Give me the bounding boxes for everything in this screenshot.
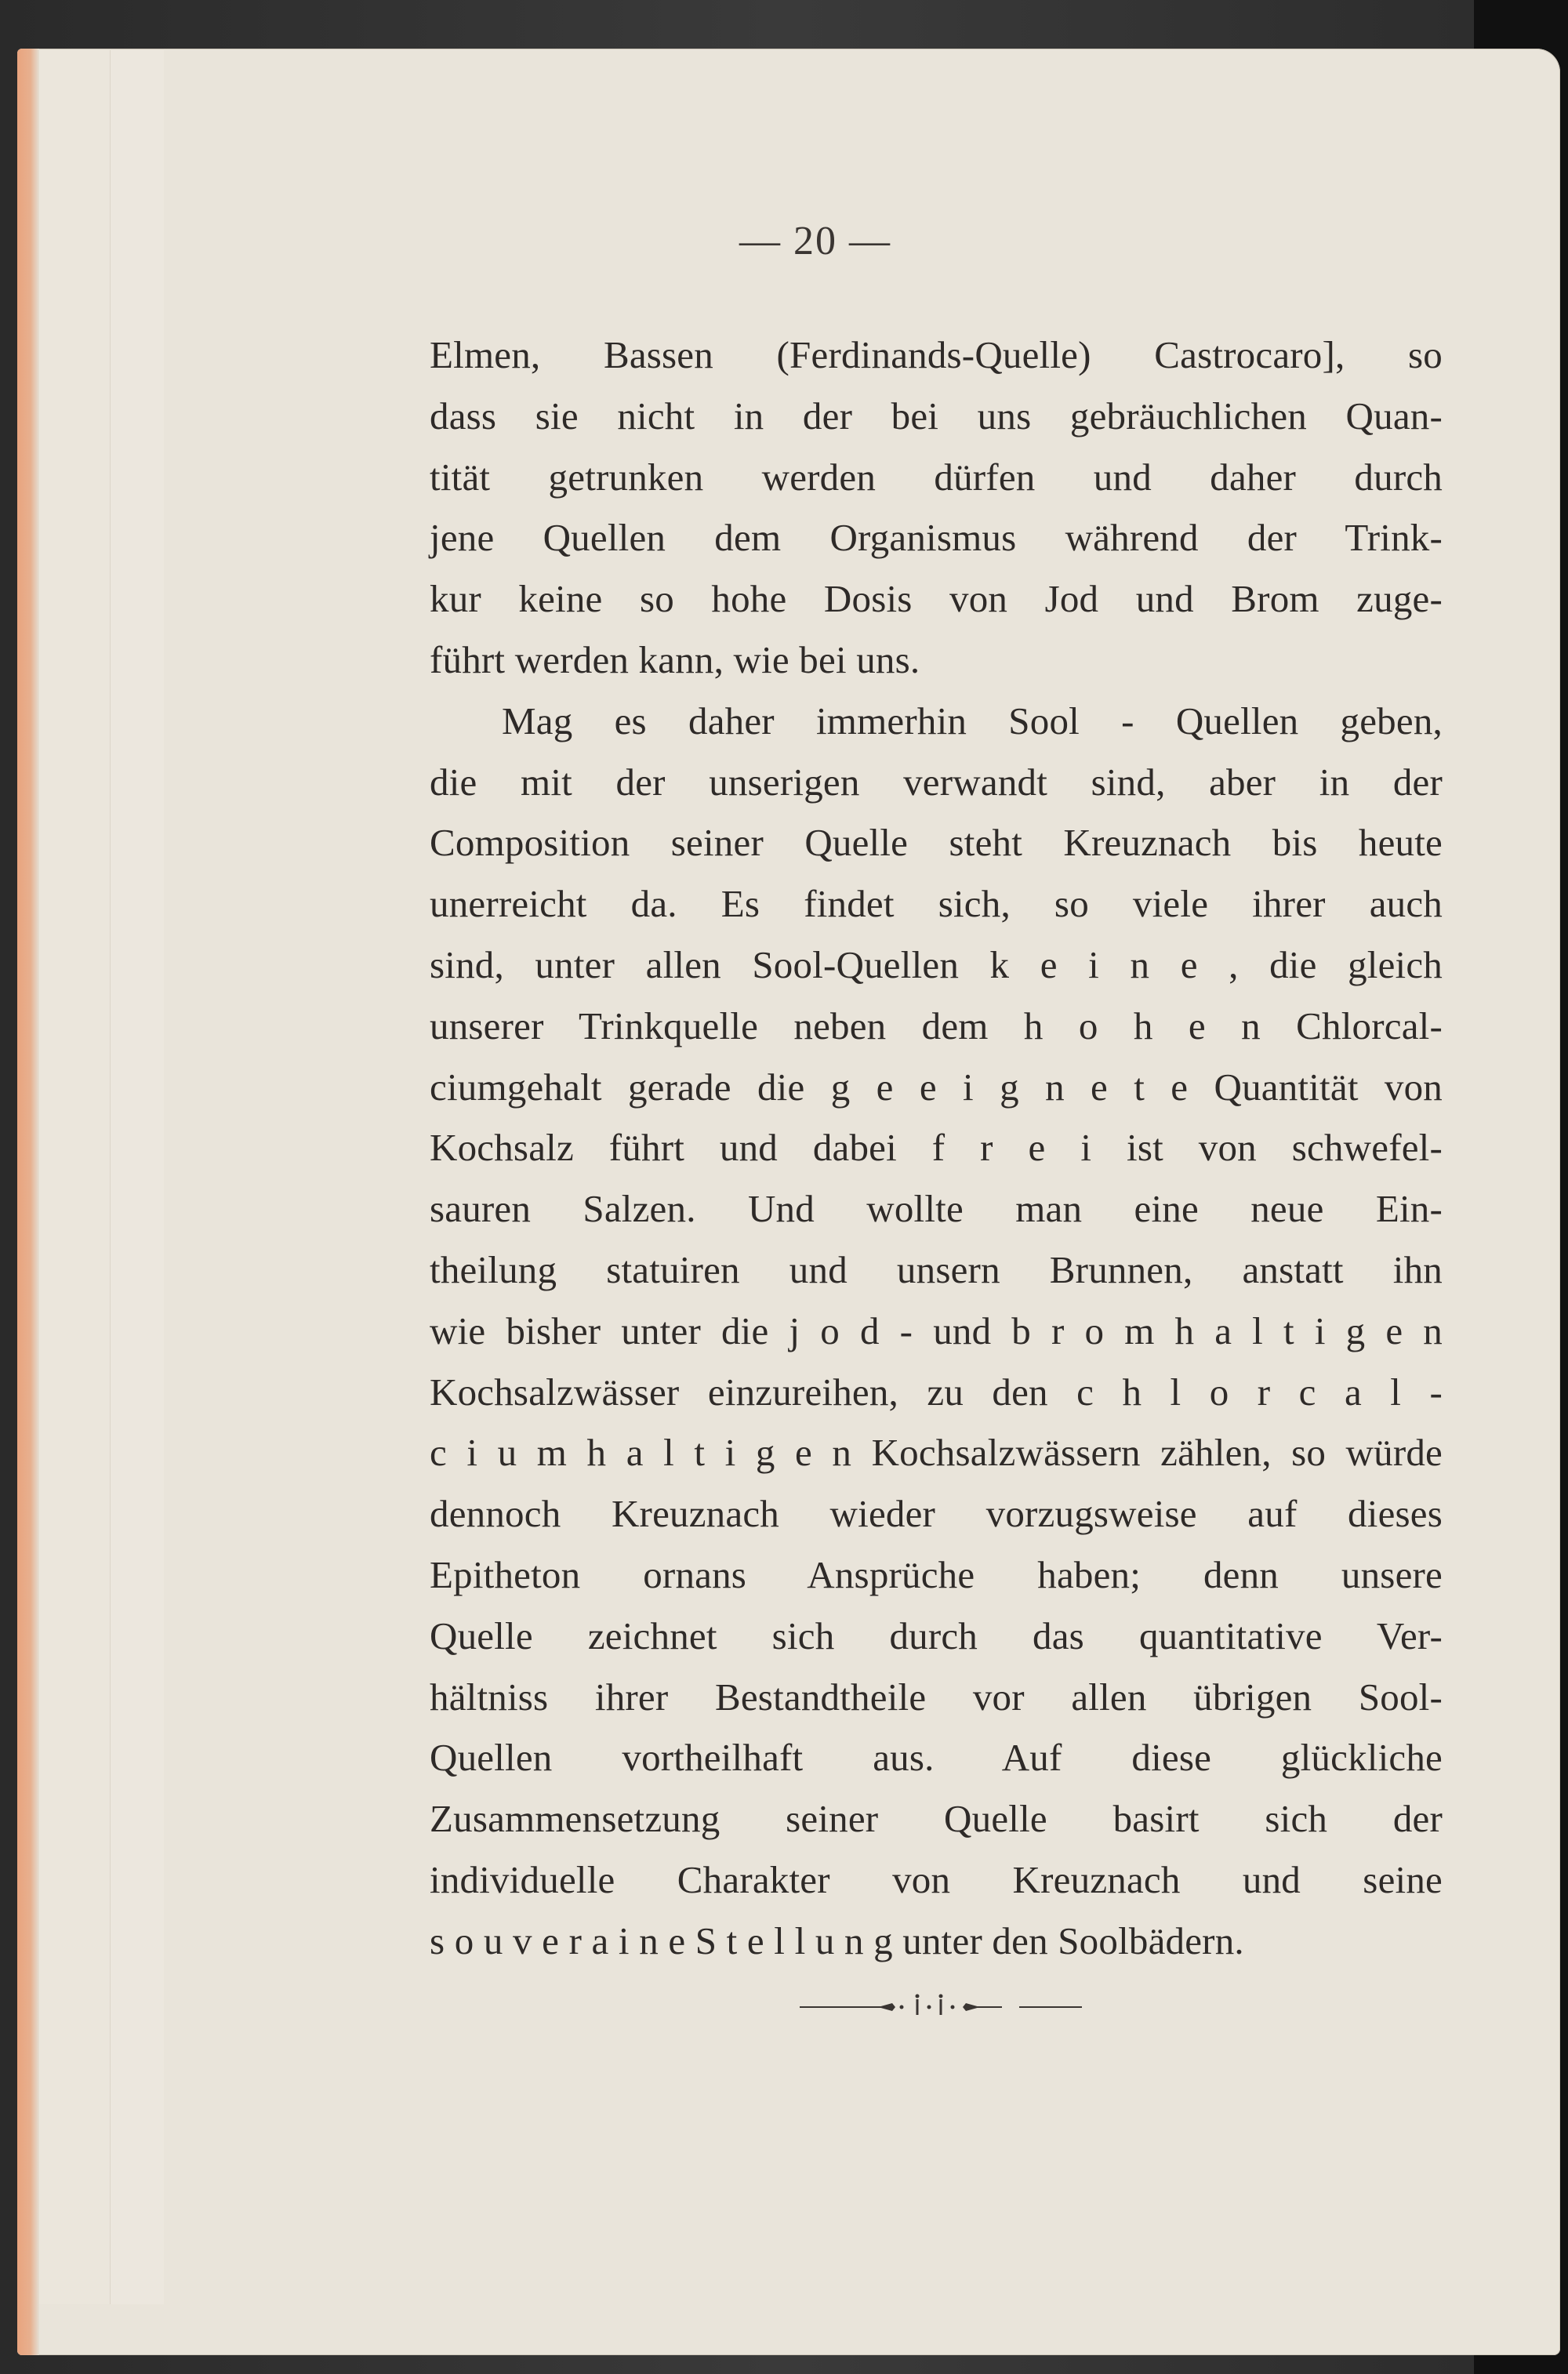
text-line: dass sie nicht in der bei uns gebräuchlichen Quan-	[430, 394, 1443, 437]
page-edge	[17, 49, 39, 2355]
text-line: sind, unter allen Sool-Quellen k e i n e , die gleich	[430, 942, 1443, 986]
page-number: — 20 —	[739, 219, 891, 263]
text-line: Composition seiner Quelle steht Kreuznach bis heute	[430, 821, 1443, 865]
end-ornament	[800, 1991, 1082, 2023]
text-line: hältniss ihrer Bestandtheile vor allen übrigen Sool-	[430, 1675, 1443, 1719]
text-line: unserer Trinkquelle neben dem h o h e n Chlorcal-	[430, 1004, 1443, 1047]
text-line: Epitheton ornans Ansprüche haben; denn unsere	[430, 1552, 1443, 1596]
text-line: führt werden kann, wie bei uns.	[430, 637, 920, 681]
body-text	[430, 325, 1443, 1972]
gutter-leaf-inner	[110, 50, 164, 2304]
text-line: unerreicht da. Es findet sich, so viele ihrer auch	[430, 882, 1443, 926]
text-line: Quelle zeichnet sich durch das quantitative Ver-	[430, 1614, 1443, 1657]
text-line: kur keine so hohe Dosis von Jod und Brom zuge-	[430, 577, 1443, 621]
ornament-rule-icon	[800, 1991, 1082, 2023]
text-line: theilung statuiren und unsern Brunnen, anstatt ihn	[430, 1247, 1443, 1291]
text-line: ciumgehalt gerade die g e e i g n e t e Quantität von	[430, 1065, 1443, 1109]
text-line: Zusammensetzung seiner Quelle basirt sich der	[430, 1797, 1443, 1841]
text-line: dennoch Kreuznach wieder vorzugsweise auf dieses	[430, 1492, 1443, 1536]
text-line: Kochsalz führt und dabei f r e i ist von schwefel-	[430, 1126, 1443, 1170]
text-line: wie bisher unter die j o d - und b r o m h a l t i g e n	[430, 1309, 1443, 1352]
text-line: Mag es daher immerhin Sool - Quellen geben,	[502, 699, 1443, 742]
text-line: tität getrunken werden dürfen und daher durch	[430, 455, 1443, 499]
text-line: Elmen, Bassen (Ferdinands-Quelle) Castrocaro], so	[430, 333, 1443, 376]
text-line: s o u v e r a i n e S t e l l u n g unter den Soolbädern.	[430, 1918, 1244, 1962]
text-line: jene Quellen dem Organismus während der Trink-	[430, 516, 1443, 560]
text-line: die mit der unserigen verwandt sind, aber in der	[430, 760, 1443, 804]
text-line: individuelle Charakter von Kreuznach und seine	[430, 1857, 1443, 1901]
text-line: sauren Salzen. Und wollte man eine neue Ein-	[430, 1187, 1443, 1231]
text-line: c i u m h a l t i g e n Kochsalzwässern zählen, so würde	[430, 1431, 1443, 1475]
text-line: Kochsalzwässer einzureihen, zu den c h l o r c a l -	[430, 1370, 1443, 1414]
text-line: Quellen vortheilhaft aus. Auf diese glückliche	[430, 1736, 1443, 1780]
